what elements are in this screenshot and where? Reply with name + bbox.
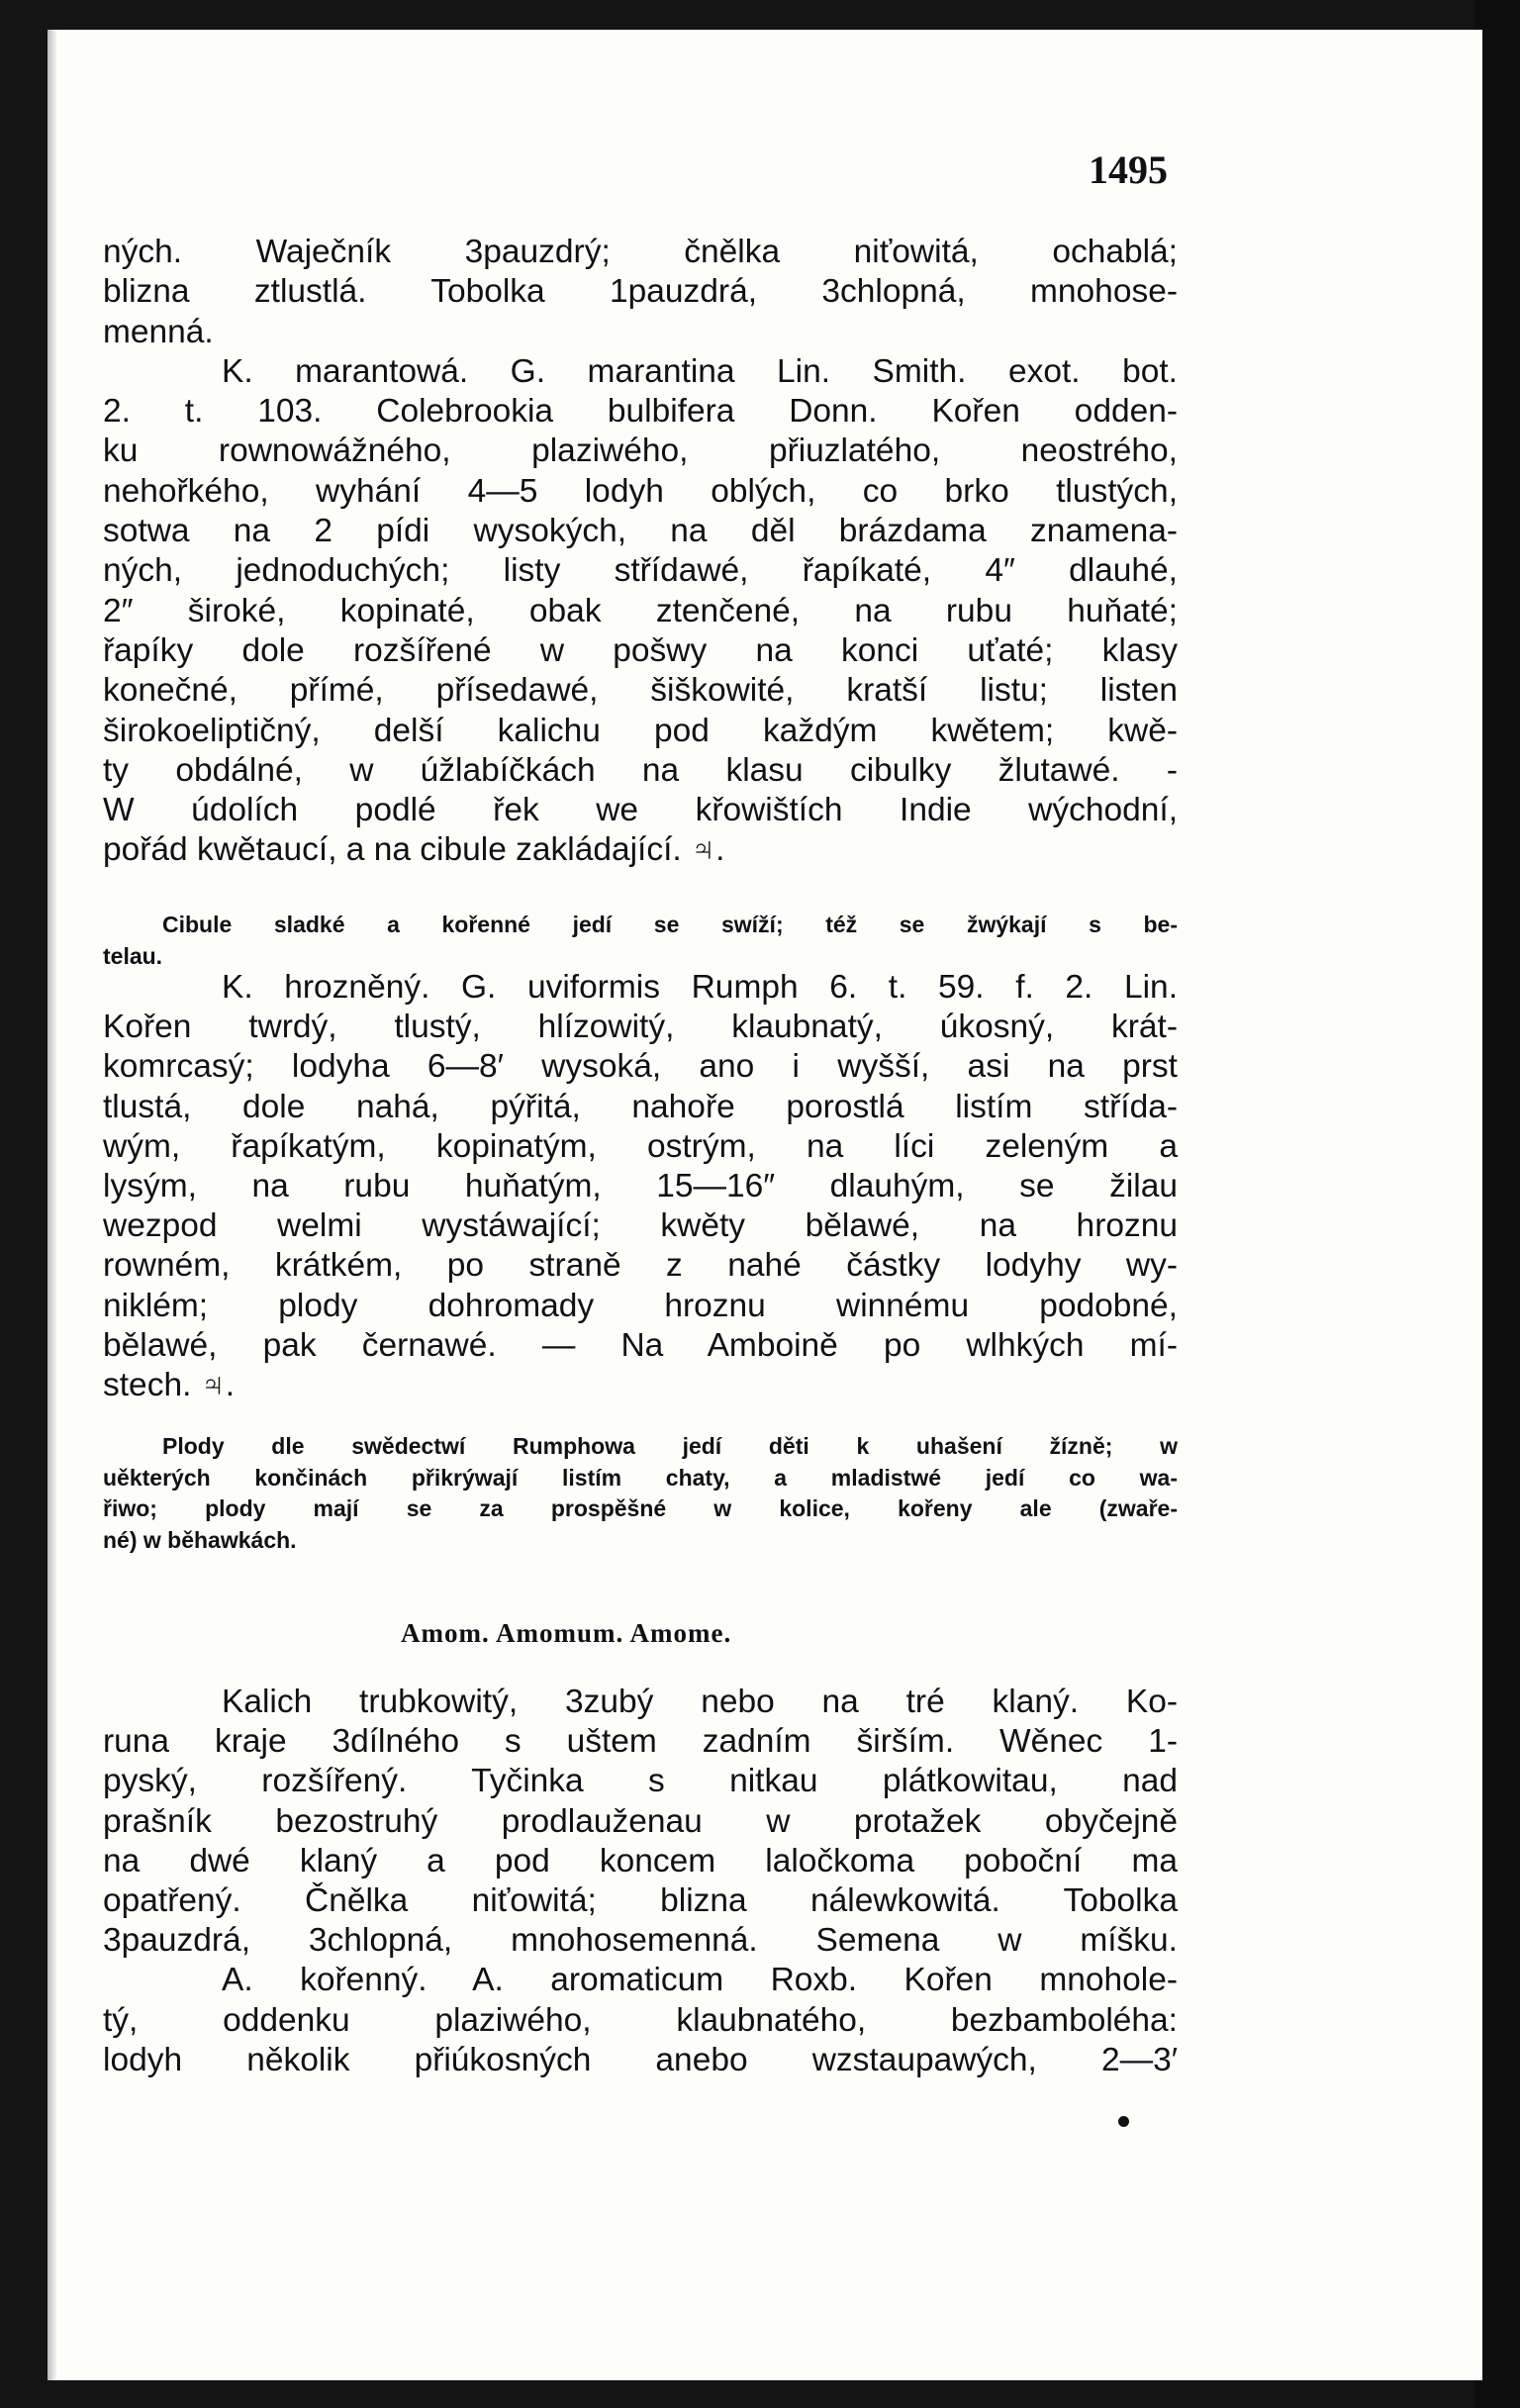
text-line: stech. ♃. (103, 1367, 236, 1404)
text-block-marantowa (103, 233, 1178, 871)
species-entry-line: K. hrozněný. G. uviformis Rumph 6. t. 59. f. 2. Lin. (222, 969, 1178, 1006)
note-line: Cibule sladké a kořenné jedí se swíží; též se žwýkají s be- (162, 912, 1178, 937)
text-line: Kořen twrdý, tlustý, hlízowitý, klaubnatý, úkosný, krát- (103, 1009, 1178, 1046)
text-line: prašník bezostruhý prodlauženau w protažek obyčejně (103, 1802, 1178, 1840)
section-heading-amom: Amom. Amomum. Amome. (401, 1618, 732, 1648)
text-line: wým, řapíkatým, kopinatým, ostrým, na líci zeleným a (103, 1127, 1178, 1165)
text-line: řapíky dole rozšířené w pošwy na konci uťaté; klasy (103, 631, 1178, 669)
text-line: tlustá, dole nahá, pýřitá, nahoře porostlá listím střída- (103, 1088, 1178, 1125)
page-number: 1495 (1089, 147, 1168, 192)
text-line: opatřený. Čnělka niťowitá; blizna nálewkowitá. Tobolka (103, 1882, 1178, 1920)
text-line: 2. t. 103. Colebrookia bulbifera Donn. Kořen odden- (103, 393, 1178, 431)
text-line: ných, jednoduchých; listy střídawé, řapíkaté, 4″ dlauhé, (103, 552, 1178, 590)
note-line: řiwo; plody mají se za prospěšné w kolice, kořeny ale (zwaře- (103, 1495, 1178, 1521)
ink-dot (1118, 2116, 1129, 2127)
text-line: wezpod welmi wystáwající; kwěty bělawé, na hroznu (103, 1207, 1178, 1245)
text-line: W údolích podlé řek we křowištích Indie wýchodní, (103, 792, 1178, 829)
text-line: bělawé, pak černawé. — Na Amboině po wlhkých mí- (103, 1326, 1178, 1364)
text-line: pyský, rozšířený. Tyčinka s nitkau plátkowitau, nad (103, 1763, 1178, 1800)
text-line: rowném, krátkém, po straně z nahé částky lodyhy wy- (103, 1247, 1178, 1285)
text-line: nehořkého, wyhání 4—5 lodyh oblých, co brko tlustých, (103, 472, 1178, 510)
text-line: lysým, na rubu huňatým, 15—16″ dlauhým, se žilau (103, 1168, 1178, 1205)
text-line: sotwa na 2 pídi wysokých, na děl brázdama znamena- (103, 513, 1178, 550)
text-line: 3pauzdrá, 3chlopná, mnohosemenná. Semena w míšku. (103, 1922, 1178, 1960)
text-line: Kalich trubkowitý, 3zubý nebo na tré klaný. Ko- (222, 1684, 1178, 1720)
text-line: komrcasý; lodyha 6—8′ wysoká, ano i wyšší, asi na prst (103, 1048, 1178, 1086)
note-line: né) w běhawkách. (103, 1526, 297, 1553)
text-line: runa kraje 3dílného s uštem zadním širším. Wěnec 1- (103, 1723, 1178, 1761)
text-line: pořád kwětaucí, a na cibule zakládající. ♃. (103, 831, 725, 869)
text-line: ných. Waječník 3pauzdrý; čnělka niťowitá, ochablá; (103, 234, 1178, 270)
note-line: uěkterých končinách přikrýwají listím chaty, a mladistwé jedí co wa- (103, 1464, 1178, 1491)
note-line: telau. (103, 943, 163, 969)
text-line: lodyh několik přiúkosných anebo wzstaupawých, 2—3′ (103, 2041, 1178, 2078)
text-line: na dwé klaný a pod koncem laločkoma poboční ma (103, 1842, 1178, 1879)
text-line: blizna ztlustlá. Tobolka 1pauzdrá, 3chlopná, mnohose- (103, 273, 1178, 311)
species-entry-line: A. kořenný. A. aromaticum Roxb. Kořen mnohole- (222, 1962, 1178, 1999)
footnote-plody (103, 1431, 1178, 1556)
note-line: Plody dle swědectwí Rumphowa jedí děti k uhašení žízně; w (162, 1433, 1178, 1459)
species-entry-line: K. marantowá. G. marantina Lin. Smith. exot. bot. (222, 352, 1178, 390)
text-line: konečné, přímé, přísedawé, šiškowité, kratší listu; listen (103, 672, 1178, 710)
text-line: menná. (103, 313, 214, 350)
page-gutter-shadow (48, 30, 57, 2380)
text-line: tý, oddenku plaziwého, klaubnatého, bezbamboléha: (103, 2001, 1178, 2039)
text-block-amom (103, 1683, 1178, 2080)
text-line: širokoeliptičný, delší kalichu pod každým kwětem; kwě- (103, 712, 1178, 749)
footnote-cibule (103, 909, 1178, 972)
text-line: 2″ široké, kopinaté, obak ztenčené, na rubu huňaté; (103, 592, 1178, 629)
text-line: ku rownowážného, plaziwého, přiuzlatého, neostrého, (103, 433, 1178, 470)
text-block-hroznenny (103, 968, 1178, 1405)
text-line: ty obdálné, w úžlabíčkách na klasu cibulky žlutawé. - (103, 751, 1178, 789)
text-line: niklém; plody dohromady hroznu winnému podobné, (103, 1287, 1178, 1324)
